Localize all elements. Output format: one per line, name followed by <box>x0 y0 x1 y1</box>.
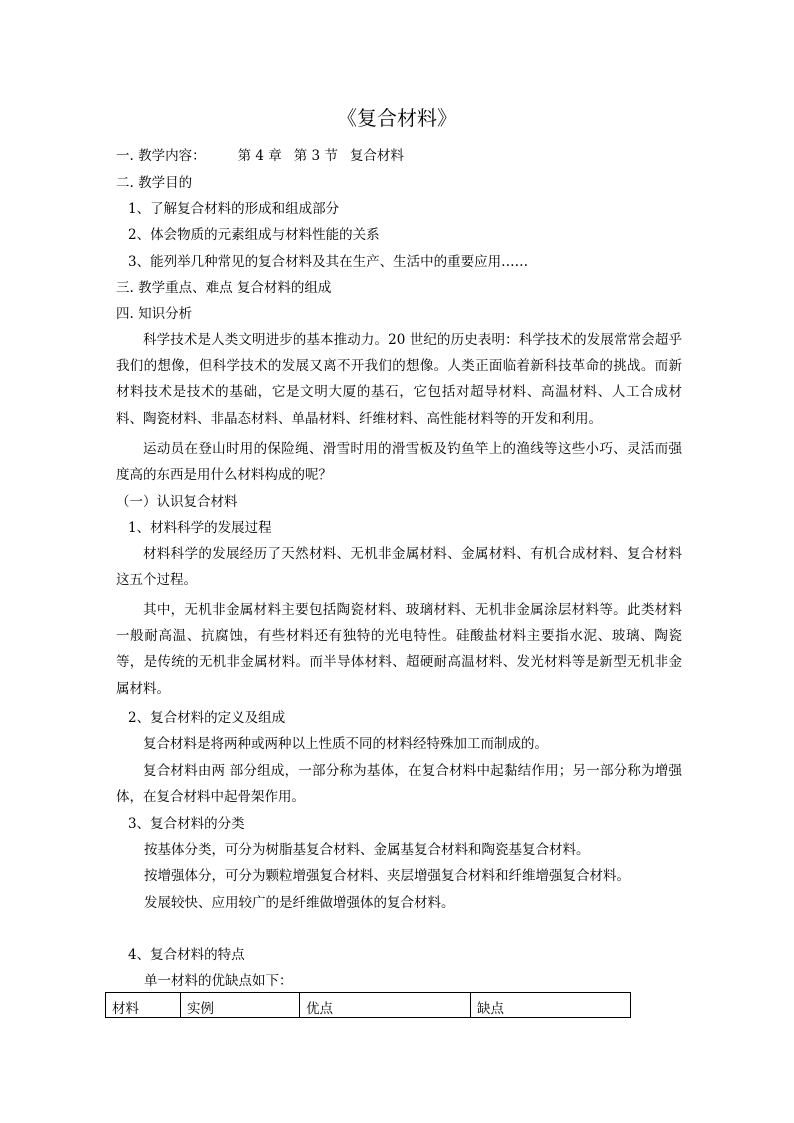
subsection-3-line-3: 发展较快、应用较广的是纤维做增强体的复合材料。 <box>144 895 455 911</box>
table-header-cell: 优点 <box>300 993 471 1018</box>
keypoints-line: 三. 教学重点、难点 复合材料的组成 <box>116 280 332 296</box>
objective-item-3: 3、能列举几种常见的复合材料及其在生产、生活中的重要应用…… <box>128 254 529 270</box>
analysis-paragraph-1: 科学技术是人类文明进步的基本推动力。20 世纪的历史表明：科学技术的发展常常会超乎我们的想像，但科学技术的发展又离不开我们的想像。人类正面临着新科技革命的挑战。而新材料技术是技术的基础，它是文明大厦的基石，它包括对超导材料、高温材料、人工合成材料、陶瓷材料、非晶态材料、单晶材料、纤维材料、高性能材料等的开发和利用。 <box>116 332 682 427</box>
table-header-row <box>106 993 631 1018</box>
analysis-paragraph-2: 运动员在登山时用的保险绳、滑雪时用的滑雪板及钓鱼竿上的渔线等这些小巧、灵活而强度高的东西是用什么材料构成的呢？ <box>116 441 682 484</box>
subsection-1-paragraph-1: 材料科学的发展经历了天然材料、无机非金属材料、金属材料、有机合成材料、复合材料这五个过程。 <box>116 546 682 589</box>
content-line <box>116 146 404 166</box>
subsection-2-paragraph-2: 复合材料由两 部分组成，一部分称为基体，在复合材料中起黏结作用；另一部分称为增强体，在复合材料中起骨架作用。 <box>116 763 682 806</box>
subsection-3-line-2: 按增强体分，可分为颗粒增强复合材料、夹层增强复合材料和纤维增强复合材料。 <box>144 868 630 884</box>
content-topic: 复合材料 <box>349 148 404 164</box>
objective-item-2: 2、体会物质的元素组成与材料性能的关系 <box>128 227 380 243</box>
subsection-1-paragraph-2: 其中，无机非金属材料主要包括陶瓷材料、玻璃材料、无机非金属涂层材料等。此类材料一般耐高温、抗腐蚀，有些材料还有独特的光电特性。硅酸盐材料主要指水泥、玻璃、陶瓷等，是传统的无机非金属材料。而半导体材料、超硬耐高温材料、发光材料等是新型无机非金属材料。 <box>116 602 682 697</box>
subsection-1-heading: 1、材料科学的发展过程 <box>128 520 272 536</box>
content-section: 第 3 节 <box>293 148 338 164</box>
subsection-2-heading: 2、复合材料的定义及组成 <box>128 710 286 726</box>
content-chapter: 第 4 章 <box>237 148 282 164</box>
table-header-cell: 实例 <box>181 993 300 1018</box>
objectives-heading: 二. 教学目的 <box>116 175 193 191</box>
subsection-4-heading: 4、复合材料的特点 <box>128 947 245 963</box>
table-header-cell: 缺点 <box>471 993 631 1018</box>
part1-heading: （一）认识复合材料 <box>116 494 238 510</box>
materials-table <box>105 992 631 1018</box>
table-header-cell: 材料 <box>106 993 181 1018</box>
document-title: 《复合材料》 <box>337 106 457 130</box>
content-label: 一. 教学内容： <box>116 148 206 164</box>
subsection-3-line-1: 按基体分类，可分为树脂基复合材料、金属基复合材料和陶瓷基复合材料。 <box>144 842 590 858</box>
analysis-heading: 四. 知识分析 <box>116 306 193 322</box>
subsection-2-paragraph-1: 复合材料是将两种或两种以上性质不同的材料经特殊加工而制成的。 <box>143 736 548 752</box>
objective-item-1: 1、了解复合材料的形成和组成部分 <box>128 201 340 217</box>
subsection-3-heading: 3、复合材料的分类 <box>128 816 245 832</box>
subsection-4-intro: 单一材料的优缺点如下： <box>144 973 293 989</box>
